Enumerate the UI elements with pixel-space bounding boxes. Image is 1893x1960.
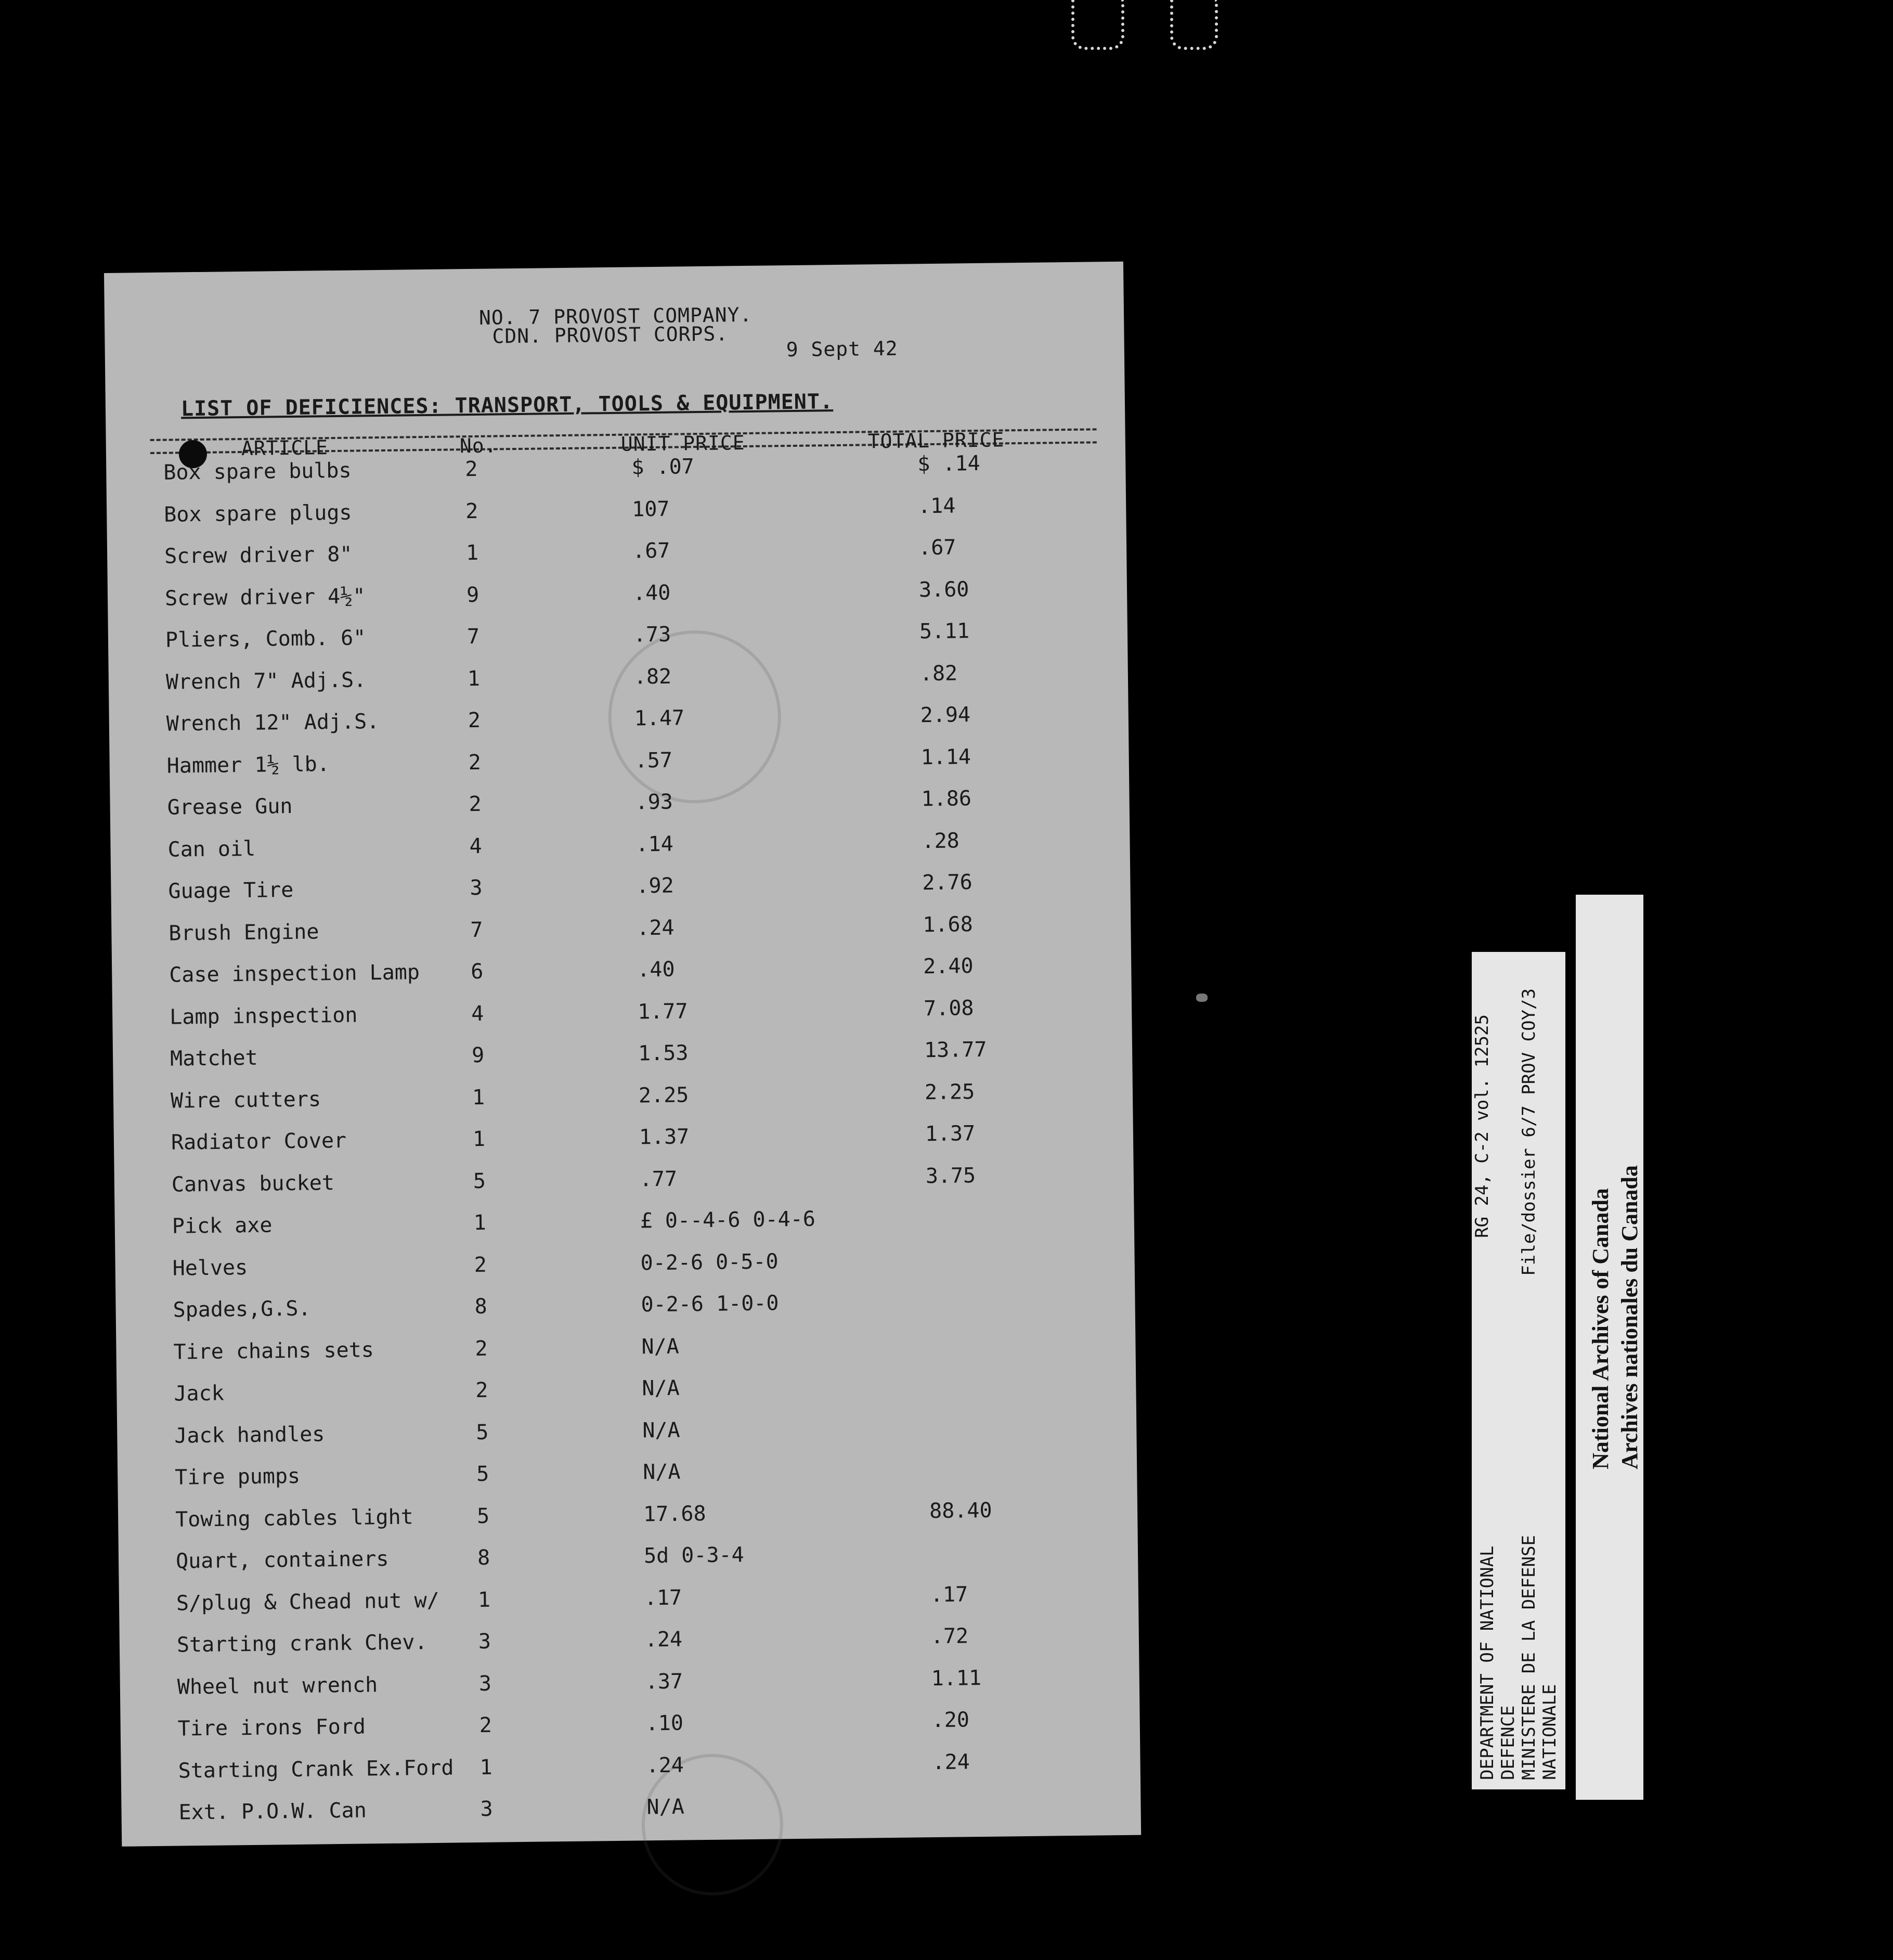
file-reference: File/dossier 6/7 PROV COY/3 — [1519, 988, 1539, 1276]
archives-name-text: National Archives of Canada Archives nationales du Canada — [1588, 1165, 1642, 1469]
total-price-cell: 7.08 — [923, 996, 974, 1021]
article-cell: Box spare plugs — [164, 500, 352, 527]
total-price-cell: 88.40 — [929, 1498, 992, 1523]
unit-price-cell: N/A — [646, 1795, 685, 1820]
unit-price-cell: .77 — [639, 1167, 678, 1191]
film-speck — [1196, 994, 1208, 1002]
article-cell: Tire pumps — [175, 1464, 301, 1490]
article-cell: Hammer 1½ lb. — [166, 752, 330, 778]
quantity-cell: 7 — [466, 624, 480, 649]
unit-price-cell: N/A — [641, 1334, 679, 1359]
total-price-cell: .67 — [918, 535, 956, 560]
total-price-cell: 2.94 — [920, 703, 971, 728]
quantity-cell: 2 — [469, 792, 482, 817]
quantity-cell: 2 — [465, 457, 478, 482]
quantity-cell: 8 — [477, 1545, 490, 1570]
film-sprocket-mark — [1071, 0, 1124, 50]
unit-price-cell: N/A — [642, 1460, 681, 1485]
unit-price-cell: .92 — [636, 873, 674, 898]
column-header-no: No. — [459, 434, 497, 458]
total-price-cell: 1.37 — [925, 1121, 976, 1146]
article-cell: Jack handles — [174, 1422, 325, 1448]
unit-price-cell: .73 — [633, 622, 671, 647]
unit-price-cell: 1.77 — [637, 999, 688, 1024]
quantity-cell: 2 — [475, 1336, 488, 1361]
quantity-cell: 9 — [471, 1043, 485, 1068]
document-sheet — [104, 262, 1141, 1847]
unit-price-cell: 1.53 — [638, 1041, 689, 1066]
unit-price-cell: .10 — [645, 1711, 684, 1736]
unit-price-cell: .14 — [636, 832, 674, 856]
unit-price-cell: 1.37 — [639, 1125, 690, 1150]
quantity-cell: 7 — [470, 918, 483, 942]
quantity-cell: 4 — [471, 1001, 484, 1026]
unit-price-cell: .82 — [633, 664, 672, 689]
quantity-cell: 1 — [465, 540, 479, 565]
quantity-cell: 9 — [466, 583, 479, 607]
article-cell: Wrench 12" Adj.S. — [166, 710, 380, 736]
unit-price-cell: .67 — [632, 538, 670, 563]
article-cell: Ext. P.O.W. Can — [178, 1798, 367, 1825]
total-price-cell: 2.25 — [924, 1079, 975, 1104]
archive-reference-label — [1472, 952, 1565, 1789]
unit-price-cell: £ 0--4-6 0-4-6 — [640, 1207, 816, 1233]
quantity-cell: 8 — [474, 1294, 487, 1319]
quantity-cell: 5 — [473, 1169, 486, 1193]
unit-price-cell: 0-2-6 1-0-0 — [641, 1291, 779, 1317]
article-cell: Canvas bucket — [171, 1170, 335, 1197]
article-cell: Tire chains sets — [173, 1337, 374, 1364]
total-price-cell: 1.11 — [931, 1666, 982, 1691]
article-cell: Can oil — [167, 836, 256, 862]
total-price-cell: 2.40 — [923, 954, 974, 979]
corps-header: CDN. PROVOST CORPS. — [492, 322, 729, 348]
quantity-cell: 6 — [471, 959, 484, 984]
unit-price-cell: .24 — [637, 915, 675, 940]
unit-price-cell: N/A — [642, 1376, 680, 1401]
unit-price-cell: 17.68 — [643, 1501, 706, 1526]
unit-price-cell: N/A — [642, 1418, 680, 1442]
unit-price-cell: .40 — [632, 581, 671, 605]
quantity-cell: 2 — [468, 708, 481, 733]
article-cell: Screw driver 4½" — [164, 584, 366, 611]
unit-price-cell: .37 — [645, 1669, 683, 1694]
quantity-cell: 3 — [478, 1629, 491, 1654]
article-cell: Grease Gun — [167, 794, 293, 820]
unit-price-cell: 107 — [631, 497, 670, 522]
total-price-cell: $ .14 — [917, 451, 980, 476]
unit-price-cell: 1.47 — [634, 706, 685, 731]
quantity-cell: 1 — [472, 1127, 486, 1152]
total-price-cell: .14 — [917, 493, 956, 518]
article-cell: Quart, containers — [175, 1546, 389, 1574]
article-cell: Wheel nut wrench — [177, 1672, 378, 1699]
record-group-reference: RG 24, C-2 vol. 12525 — [1472, 1014, 1493, 1238]
quantity-cell: 2 — [479, 1713, 492, 1737]
total-price-cell: .17 — [930, 1582, 968, 1607]
unit-price-cell: .17 — [644, 1585, 682, 1610]
document-date: 9 Sept 42 — [786, 337, 898, 362]
unit-price-cell: 2.25 — [638, 1082, 689, 1107]
department-text: DEPARTMENT OF NATIONAL DEFENCE MINISTERE DE LA DEFENSE NATIONALE — [1477, 1535, 1560, 1780]
total-price-cell: 1.14 — [920, 744, 971, 769]
quantity-cell: 4 — [469, 834, 482, 858]
column-header-article: ARTICLE — [241, 436, 329, 460]
article-cell: Case inspection Lamp — [169, 960, 420, 987]
quantity-cell: 2 — [474, 1253, 487, 1277]
total-price-cell: .20 — [931, 1708, 970, 1733]
total-price-cell: .72 — [930, 1624, 969, 1649]
article-cell: Helves — [172, 1255, 248, 1281]
unit-price-cell: .40 — [637, 957, 675, 982]
total-price-cell: 1.68 — [923, 912, 973, 937]
article-cell: Pliers, Comb. 6" — [165, 626, 366, 652]
quantity-cell: 2 — [465, 499, 478, 523]
total-price-cell: 2.76 — [922, 870, 973, 895]
unit-price-cell: .93 — [635, 790, 673, 815]
quantity-cell: 5 — [476, 1420, 489, 1445]
quantity-cell: 1 — [472, 1085, 485, 1110]
quantity-cell: 2 — [475, 1378, 488, 1403]
unit-price-cell: $ .07 — [631, 455, 694, 480]
quantity-cell: 1 — [467, 666, 481, 691]
article-cell: Screw driver 8" — [164, 542, 353, 569]
total-price-cell: .24 — [932, 1749, 970, 1774]
column-header-total-price: TOTAL PRICE — [867, 428, 1005, 453]
total-price-cell: .28 — [922, 828, 960, 853]
quantity-cell: 5 — [476, 1504, 490, 1528]
total-price-cell: 13.77 — [924, 1037, 987, 1063]
film-sprocket-mark — [1170, 0, 1218, 50]
article-cell: Towing cables light — [175, 1504, 413, 1532]
column-header-unit-price: UNIT PRICE — [620, 431, 745, 456]
article-cell: Starting crank Chev. — [176, 1630, 427, 1657]
article-cell: Spades,G.S. — [173, 1296, 311, 1322]
quantity-cell: 3 — [470, 875, 483, 900]
quantity-cell: 1 — [477, 1588, 491, 1612]
article-cell: S/plug & Chead nut w/ — [176, 1588, 439, 1616]
total-price-cell: .82 — [919, 661, 958, 686]
archives-name-label — [1576, 895, 1643, 1800]
unit-price-cell: 5d 0-3-4 — [643, 1543, 744, 1568]
article-cell: Pick axe — [172, 1213, 273, 1239]
quantity-cell: 1 — [473, 1210, 487, 1235]
total-price-cell: 3.75 — [925, 1163, 976, 1188]
article-cell: Lamp inspection — [169, 1003, 358, 1029]
total-price-cell: 5.11 — [919, 619, 970, 644]
article-cell: Tire irons Ford — [177, 1714, 366, 1741]
article-cell: Matchet — [170, 1046, 258, 1071]
total-price-cell: 3.60 — [918, 577, 969, 602]
unit-price-cell: .24 — [646, 1753, 684, 1777]
deficiency-table — [106, 450, 1141, 1843]
quantity-cell: 3 — [478, 1671, 492, 1696]
unit-price-cell: 0-2-6 0-5-0 — [640, 1249, 779, 1275]
article-cell: Brush Engine — [168, 919, 319, 946]
unit-price-cell: .57 — [634, 748, 673, 772]
list-title: LIST OF DEFICIENCES: TRANSPORT, TOOLS & EQUIPMENT. — [180, 390, 834, 421]
total-price-cell: 1.86 — [921, 786, 972, 811]
article-cell: Box spare bulbs — [163, 458, 352, 485]
article-cell: Jack — [174, 1381, 225, 1406]
article-cell: Guage Tire — [168, 878, 294, 904]
quantity-cell: 1 — [479, 1755, 492, 1780]
quantity-cell: 3 — [480, 1797, 493, 1821]
quantity-cell: 2 — [468, 750, 482, 775]
unit-price-cell: .24 — [644, 1627, 683, 1652]
article-cell: Wrench 7" Adj.S. — [165, 667, 367, 694]
unit-header: NO. 7 PROVOST COMPANY. — [478, 303, 753, 329]
article-cell: Starting Crank Ex.Ford — [178, 1756, 454, 1783]
article-cell: Wire cutters — [170, 1087, 321, 1113]
article-cell: Radiator Cover — [171, 1128, 347, 1155]
quantity-cell: 5 — [476, 1462, 489, 1487]
